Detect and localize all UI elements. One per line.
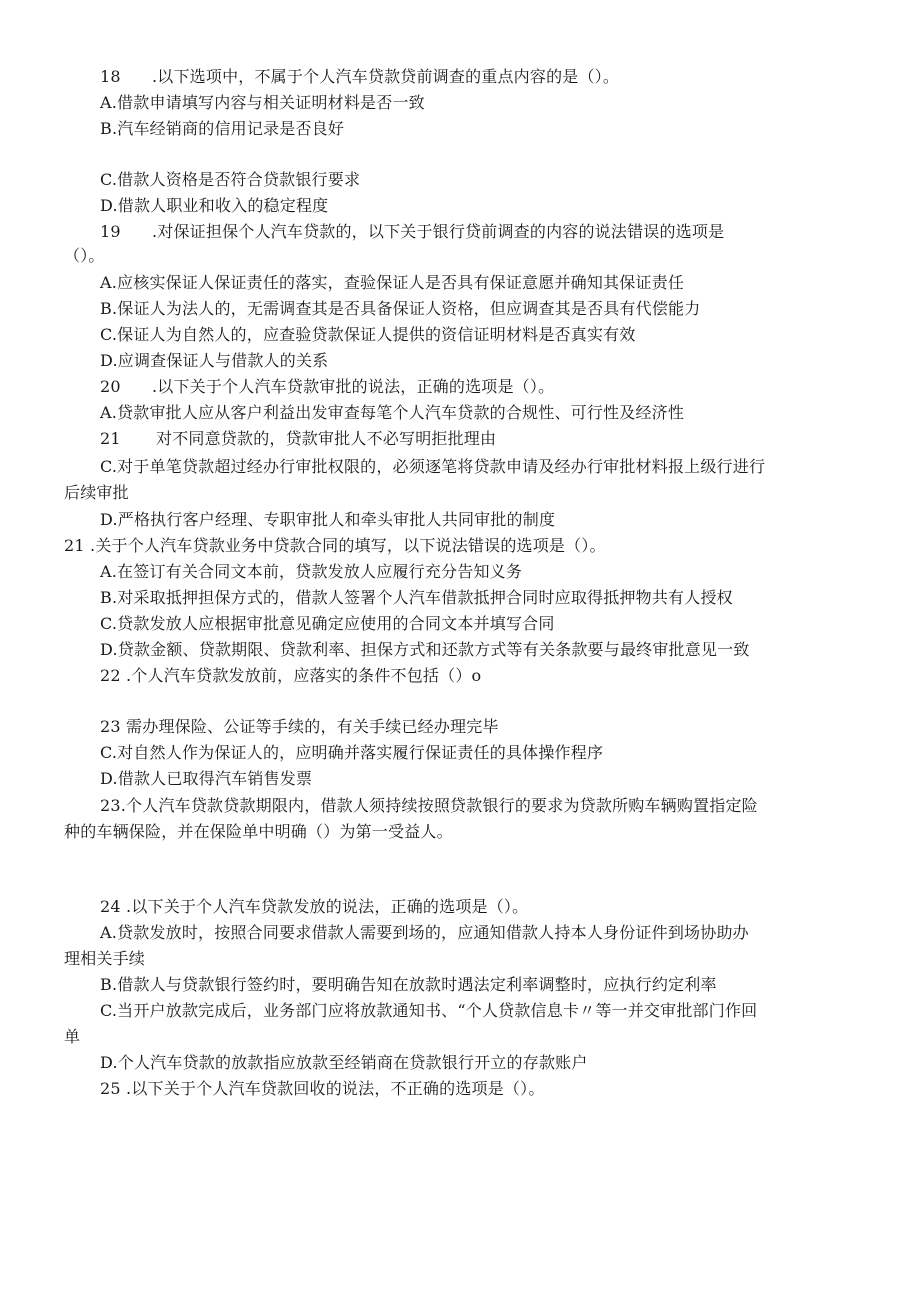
question-22-stem: 22 .个人汽车贷款发放前，应落实的条件不包括（）o — [100, 666, 482, 685]
q19-option-c: C.保证人为自然人的，应查验贷款保证人提供的资信证明材料是否真实有效 — [100, 325, 636, 344]
question-text: .对保证担保个人汽车贷款的，以下关于银行贷前调查的内容的说法错误的选项是 — [152, 222, 725, 241]
q22-option-c: C.对自然人作为保证人的，应明确并落实履行保证责任的具体操作程序 — [100, 743, 604, 762]
q20-option-a: A.贷款审批人应从客户利益出发审查每笔个人汽车贷款的合规性、可行性及经济性 — [100, 403, 685, 422]
q24-option-a: A.贷款发放时，按照合同要求借款人需要到场的，应通知借款人持本人身份证件到场协助办 — [100, 923, 749, 942]
question-text: .以下关于个人汽车贷款审批的说法，正确的选项是（）。 — [152, 377, 555, 396]
question-number: 20 — [100, 377, 121, 396]
q24-option-a-continued: 理相关手续 — [64, 949, 146, 968]
question-number: 18 — [100, 67, 121, 86]
q24-option-c: C.当开户放款完成后，业务部门应将放款通知书、“个人贷款信息卡〃等一并交审批部门作回 — [100, 1001, 758, 1020]
q21-option-a: A.在签订有关合同文本前，贷款发放人应履行充分告知义务 — [100, 562, 523, 581]
q21-option-c: C.贷款发放人应根据审批意见确定应使用的合同文本并填写合同 — [100, 614, 555, 633]
q19-option-a: A.应核实保证人保证责任的落实，查验保证人是否具有保证意愿并确知其保证责任 — [100, 273, 685, 292]
question-19-stem — [100, 221, 724, 243]
question-21-stem: 21 .关于个人汽车贷款业务中贷款合同的填写，以下说法错误的选项是（）。 — [64, 536, 606, 555]
q23-stem-continued: 种的车辆保险，并在保险单中明确（）为第一受益人。 — [64, 822, 453, 841]
q24-option-d: D.个人汽车贷款的放款指应放款至经销商在贷款银行开立的存款账户 — [100, 1053, 588, 1072]
q20-option-d: D.严格执行客户经理、专职审批人和牵头审批人共同审批的制度 — [100, 510, 556, 529]
q21-option-d: D.贷款金额、贷款期限、贷款利率、担保方式和还款方式等有关条款要与最终审批意见一致 — [100, 640, 750, 659]
q18-option-c: C.借款人资格是否符合贷款银行要求 — [100, 170, 361, 189]
question-25-stem: 25 .以下关于个人汽车贷款回收的说法，不正确的选项是（）。 — [100, 1079, 545, 1098]
q24-option-c-continued: 单 — [64, 1027, 81, 1046]
question-18-stem — [100, 66, 619, 88]
question-23-stem: 23.个人汽车贷款贷款期限内，借款人须持续按照贷款银行的要求为贷款所购车辆购置指定险 — [100, 796, 758, 815]
question-number: 19 — [100, 222, 121, 241]
line-number: 21 — [100, 429, 121, 448]
question-24-stem: 24 .以下关于个人汽车贷款发放的说法，正确的选项是（）。 — [100, 897, 529, 916]
q20-option-b — [100, 428, 496, 450]
q18-option-a: A.借款申请填写内容与相关证明材料是否一致 — [100, 93, 425, 112]
q18-option-d: D.借款人职业和收入的稳定程度 — [100, 196, 329, 215]
q22-option-d: D.借款人已取得汽车销售发票 — [100, 769, 313, 788]
option-text: 对不同意贷款的，贷款审批人不必写明拒批理由 — [156, 429, 497, 448]
q18-option-b: B.汽车经销商的信用记录是否良好 — [100, 119, 345, 138]
question-text: .以下选项中，不属于个人汽车贷款贷前调查的重点内容的是（）。 — [152, 67, 620, 86]
q19-option-d: D.应调查保证人与借款人的关系 — [100, 351, 329, 370]
q24-option-b: B.借款人与贷款银行签约时，要明确告知在放款时遇法定利率调整时，应执行约定利率 — [100, 975, 717, 994]
question-20-stem — [100, 376, 554, 398]
q20-option-c: C.对于单笔贷款超过经办行审批权限的，必须逐笔将贷款申请及经办行审批材料报上级行进行 — [100, 457, 766, 476]
q19-stem-continued: （）。 — [64, 246, 105, 265]
q21-option-b: B.对采取抵押担保方式的，借款人签署个人汽车借款抵押合同时应取得抵押物共有人授权 — [100, 588, 733, 607]
q22-option-b: 23 需办理保险、公证等手续的，有关手续已经办理完毕 — [100, 717, 499, 736]
q19-option-b: B.保证人为法人的，无需调查其是否具备保证人资格，但应调查其是否具有代偿能力 — [100, 299, 701, 318]
q20-option-c-continued: 后续审批 — [64, 483, 129, 502]
